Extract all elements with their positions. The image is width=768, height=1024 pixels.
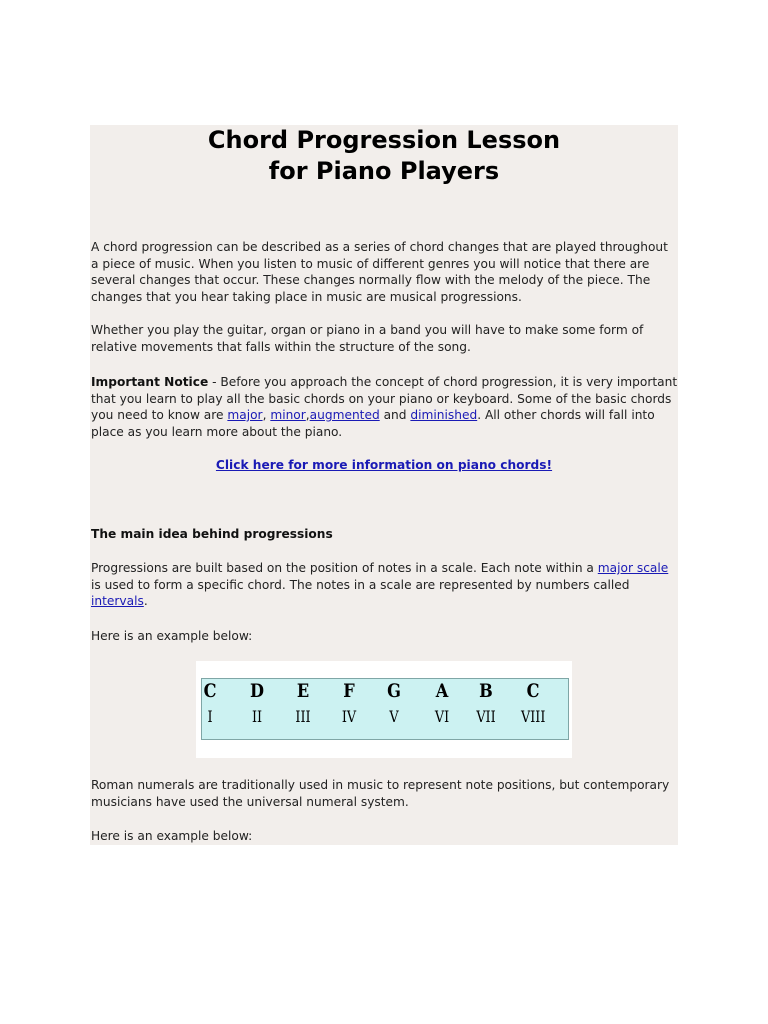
intervals-link[interactable]: intervals <box>91 594 144 608</box>
scale-numeral: VIII <box>521 707 546 726</box>
separator: , <box>305 408 310 422</box>
notice-text-before: - Before you approach the concept of chord progression, it is very important that you learn to play all the basic chords on your piano or keyboard. Some of the basic chords you need to know are <box>91 375 678 422</box>
band-paragraph: Whether you play the guitar, organ or piano in a band you will have to make some form of relative movements that falls within the structure of the song. <box>91 323 644 354</box>
important-notice-paragraph <box>91 374 679 440</box>
example-label-2: Here is an example below: <box>91 829 253 843</box>
scale-note: E <box>296 680 310 702</box>
example-label-1: Here is an example below: <box>91 629 253 643</box>
important-notice-label: Important Notice <box>91 375 209 389</box>
scale-note: B <box>479 680 493 702</box>
scale-numeral: I <box>207 707 213 726</box>
scale-numeral: VI <box>434 707 450 726</box>
more-info-link[interactable]: Click here for more information on piano chords! <box>215 458 553 472</box>
document-page <box>90 125 678 845</box>
scale-note: F <box>343 680 355 702</box>
title-line-2: for Piano Players <box>268 157 500 185</box>
scale-note: D <box>249 680 264 702</box>
scale-note: C <box>526 680 540 702</box>
augmented-chord-link[interactable]: augmented <box>309 408 380 422</box>
separator: , <box>262 408 271 422</box>
major-scale-link[interactable]: major scale <box>597 561 669 575</box>
scale-note: C <box>203 680 217 702</box>
major-chord-link[interactable]: major <box>227 408 263 422</box>
notice-text-after: . All other chords will fall into place as you learn more about the piano. <box>91 408 655 439</box>
separator: and <box>379 408 411 422</box>
more-info-link-wrapper <box>90 457 678 474</box>
title-line-1: Chord Progression Lesson <box>207 126 561 154</box>
diminished-chord-link[interactable]: diminished <box>410 408 478 422</box>
scale-table <box>201 678 569 740</box>
progressions-paragraph <box>91 560 679 610</box>
scale-note: G <box>387 680 401 702</box>
page-title <box>90 125 678 187</box>
progressions-text-before: Progressions are built based on the position of notes in a scale. Each note within a <box>91 561 598 575</box>
scale-note: A <box>435 680 449 702</box>
scale-numeral: III <box>295 707 311 726</box>
scale-numeral: V <box>389 707 399 726</box>
section-heading: The main idea behind progressions <box>91 527 333 541</box>
roman-numerals-paragraph: Roman numerals are traditionally used in music to represent note positions, but contemporary musicians have used the universal numeral system. <box>91 778 670 809</box>
minor-chord-link[interactable]: minor <box>270 408 306 422</box>
scale-example-image <box>196 661 572 758</box>
progressions-text-middle: is used to form a specific chord. The notes in a scale are represented by numbers called <box>91 577 630 592</box>
scale-numeral: VII <box>476 707 496 726</box>
scale-numeral: IV <box>341 707 357 726</box>
intro-paragraph: A chord progression can be described as a series of chord changes that are played throughout a piece of music. When you listen to music of different genres you will notice that there are several changes that occur. These changes normally flow with the melody of the piece. The changes that you hear taking place in music are musical progressions. <box>91 240 668 304</box>
progressions-text-after: . <box>143 594 148 608</box>
scale-numeral: II <box>251 707 263 726</box>
